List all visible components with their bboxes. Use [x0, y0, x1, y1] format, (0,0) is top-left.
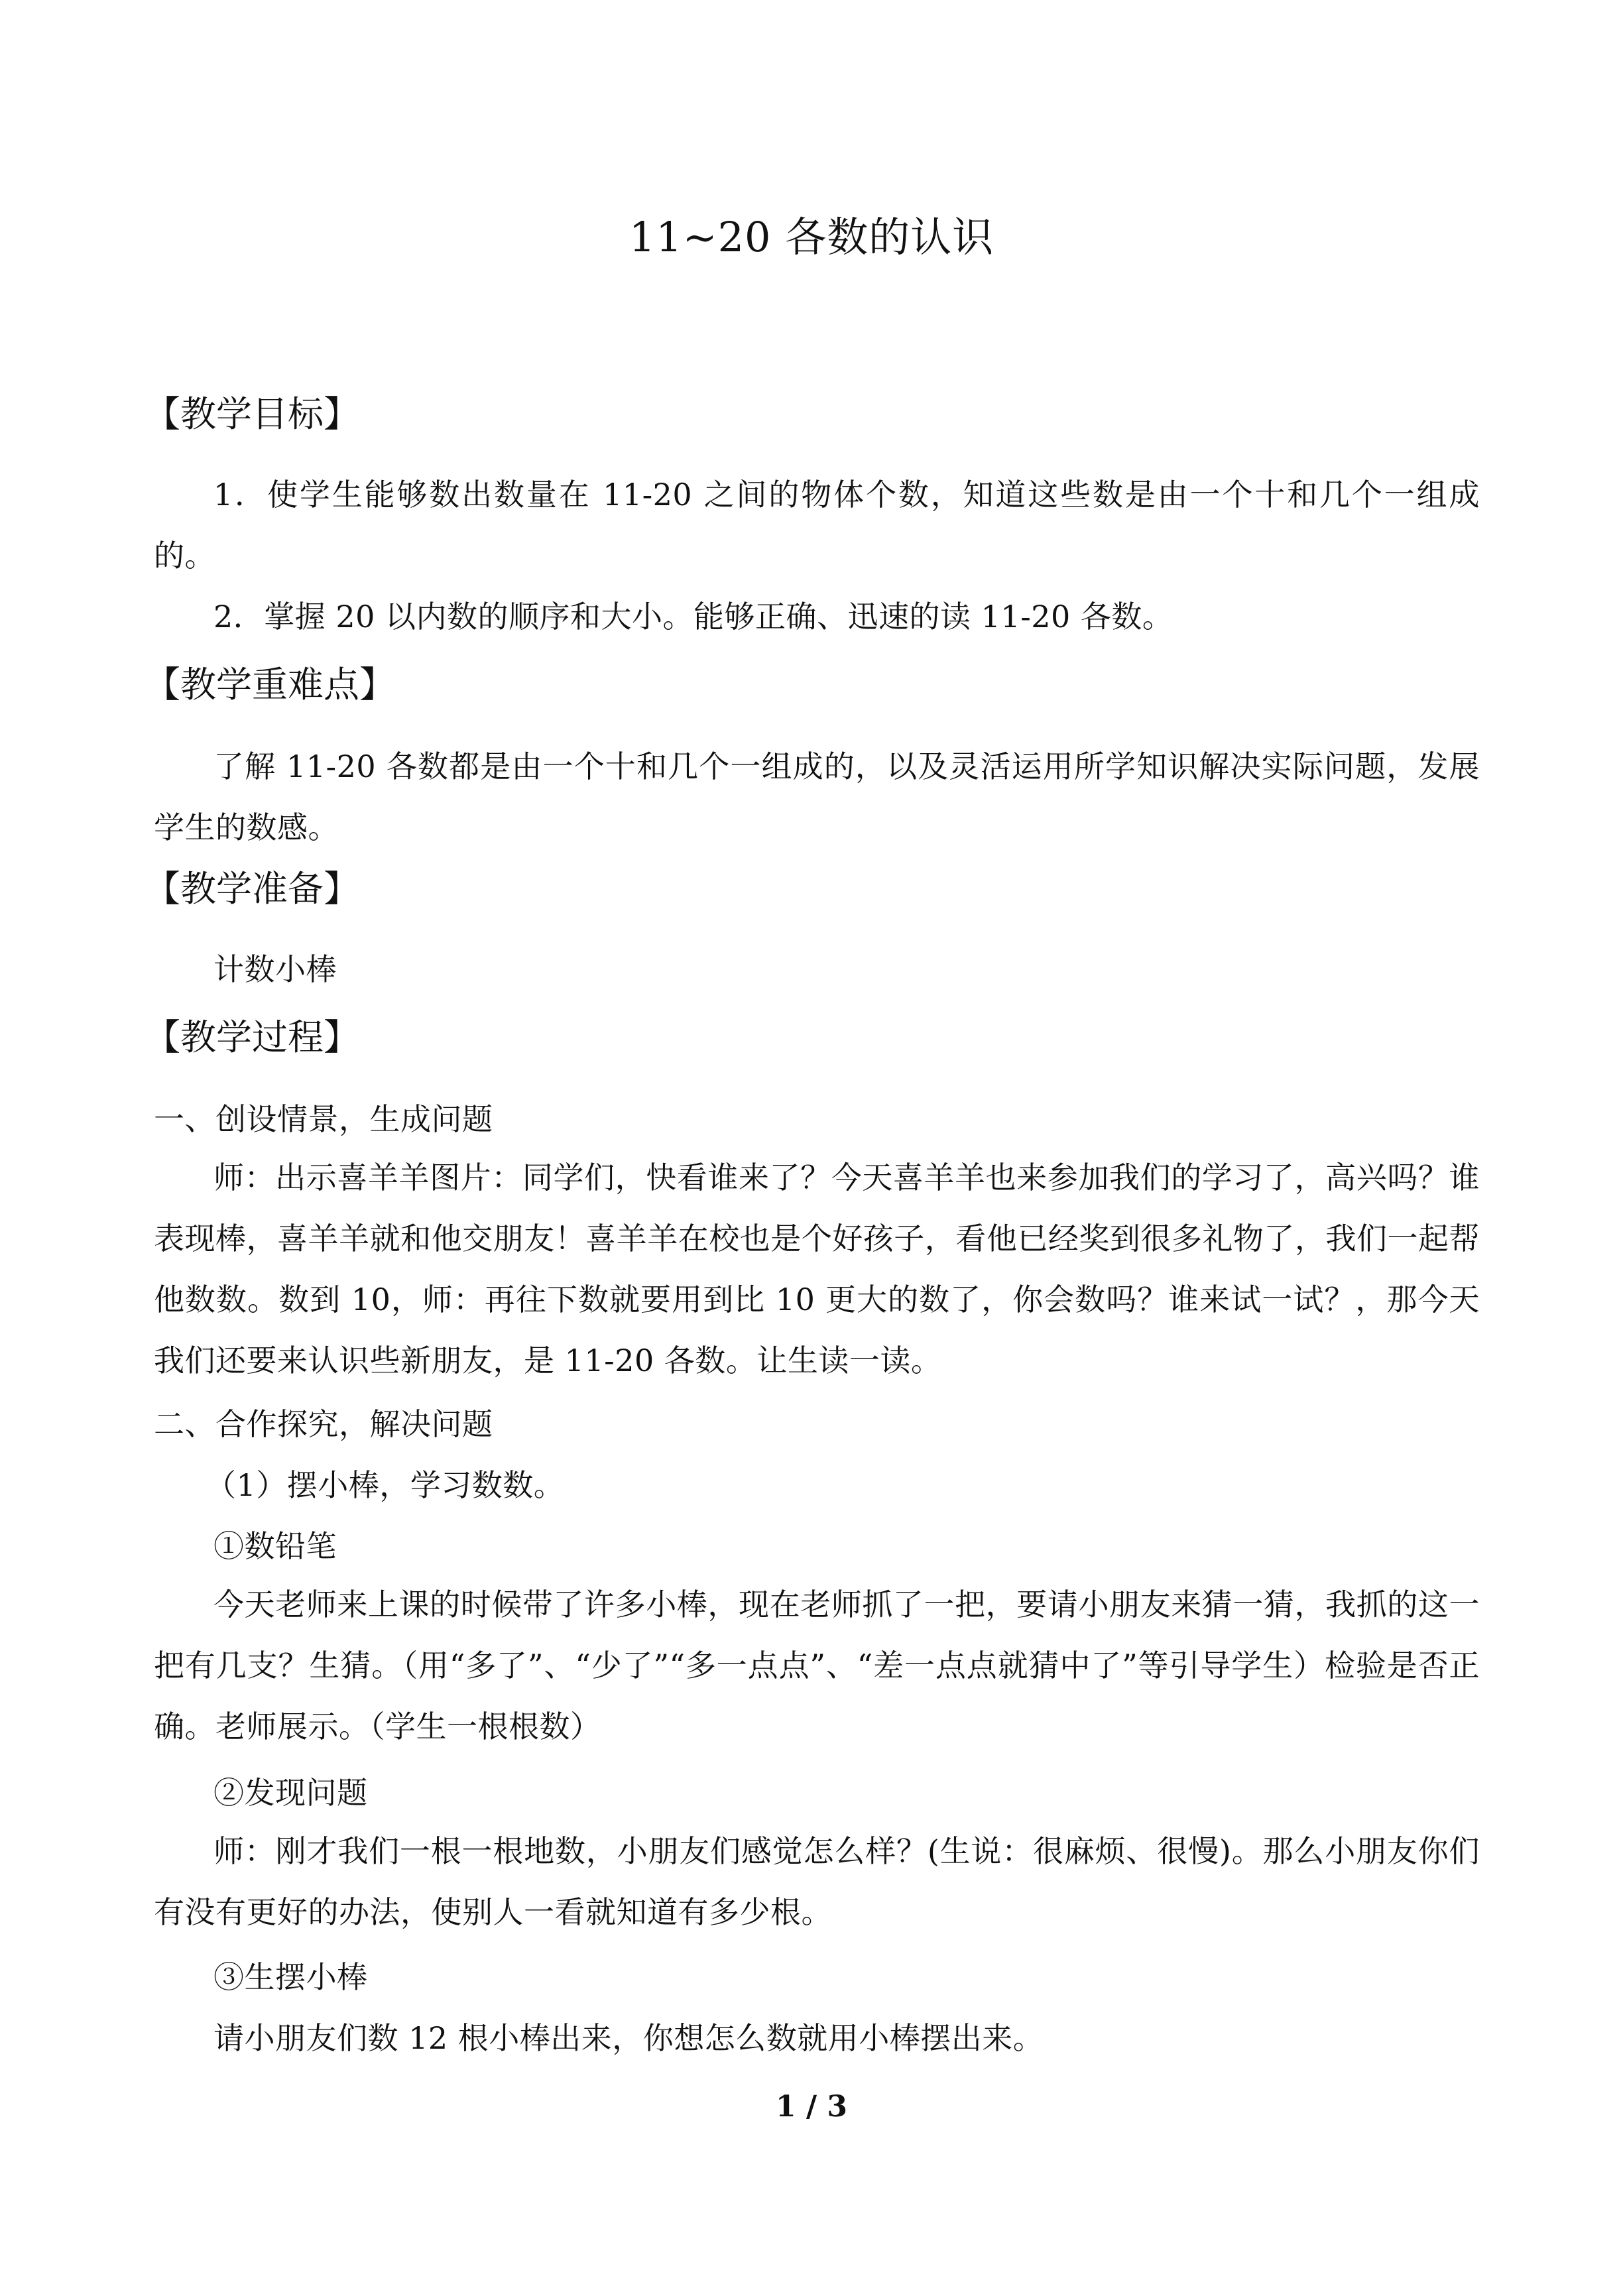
document-title: 11~20 各数的认识 — [629, 213, 994, 261]
heading-objectives: 【教学目标】 — [145, 393, 359, 435]
page-number: 1 / 3 — [776, 2090, 847, 2124]
heading-key-points: 【教学重难点】 — [145, 664, 395, 705]
process-sub3-title: ③生摆小棒 — [213, 1959, 368, 1995]
heading-process: 【教学过程】 — [145, 1016, 359, 1058]
process-part2-title: 二、合作探究，解决问题 — [154, 1406, 493, 1442]
objective-item-2: 2．掌握 20 以内数的顺序和大小。能够正确、迅速的读 11-20 各数。 — [213, 599, 1173, 634]
process-sub1-text: 今天老师来上课的时候带了许多小棒，现在老师抓了一把，要请小朋友来猜一猜，我抓的这一把有几支？生猜。（用“多了”、“少了”“多一点点”、“差一点点就猜中了”等引导学生）检验是否正确。老师展示。（学生一根根数） — [154, 1587, 1480, 1744]
key-points-text: 了解 11-20 各数都是由一个十和几个一组成的，以及灵活运用所学知识解决实际问题，发展学生的数感。 — [154, 749, 1480, 845]
process-part1-title: 一、创设情景，生成问题 — [154, 1101, 493, 1137]
process-sub3-text: 请小朋友们数 12 根小棒出来，你想怎么数就用小棒摆出来。 — [213, 2020, 1044, 2056]
process-sub2-text: 师：刚才我们一根一根地数，小朋友们感觉怎么样？(生说：很麻烦、很慢)。那么小朋友你们有没有更好的办法，使别人一看就知道有多少根。 — [154, 1833, 1480, 1930]
process-sub1-title: ①数铅笔 — [213, 1528, 337, 1564]
objective-item-1: 1．使学生能够数出数量在 11-20 之间的物体个数，知道这些数是由一个十和几个一组成的。 — [154, 477, 1480, 574]
process-step-1: （1）摆小棒，学习数数。 — [206, 1467, 565, 1503]
preparation-text: 计数小棒 — [213, 951, 337, 987]
heading-preparation: 【教学准备】 — [145, 868, 359, 910]
process-sub2-title: ②发现问题 — [213, 1775, 368, 1811]
process-part1-text: 师：出示喜羊羊图片：同学们，快看谁来了？今天喜羊羊也来参加我们的学习了，高兴吗？谁表现棒，喜羊羊就和他交朋友！喜羊羊在校也是个好孩子，看他已经奖到很多礼物了，我们一起帮他数数。数到 10，师：再往下数就要用到比 10 更大的数了，你会数吗？谁来试一试？，那今天我们还要来认识些新朋友，是 11-20 各数。让生读一读。 — [154, 1160, 1480, 1378]
